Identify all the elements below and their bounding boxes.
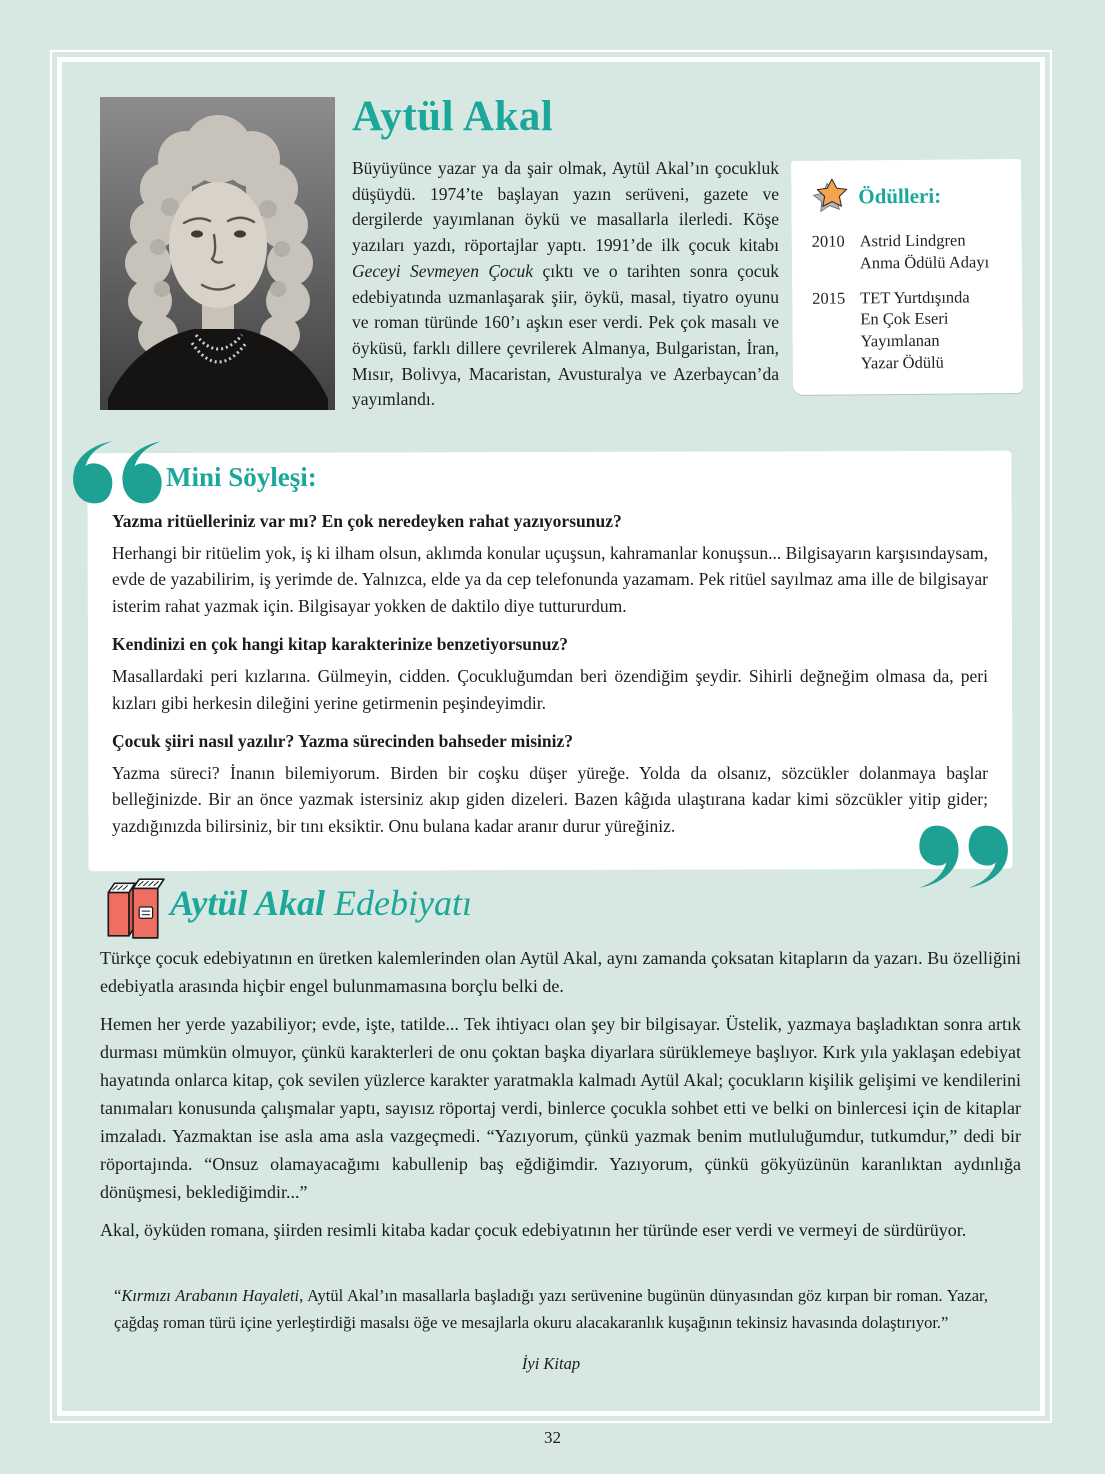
- award-item: [812, 286, 1007, 375]
- answer: Masallardaki peri kızlarına. Gülmeyin, cidden. Çocukluğumdan beri özendiğim şeydir. Sihirli değneğim olmasa da, peri kızları gibi herkesin dileğini yerine getirmenin peşindeyimdir.: [112, 665, 988, 713]
- section-title-rest: Edebiyatı: [325, 883, 472, 923]
- bio-book-title: Geceyi Sevmeyen Çocuk: [352, 260, 534, 281]
- review-text: [114, 1282, 988, 1336]
- page-number: 32: [544, 1428, 561, 1447]
- review-source: İyi Kitap: [521, 1354, 581, 1373]
- page-title: Aytül Akal: [352, 93, 554, 140]
- question: Kendinizi en çok hangi kitap karakterinize benzetiyorsunuz?: [112, 634, 568, 655]
- paragraph: Hemen her yerde yazabiliyor; evde, işte, tatilde... Tek ihtiyacı olan şey bir bilgisayar. Üstelik, yazmaya başladıktan sonra artık durması mümkün olmuyor, çünkü karakterleri de onu çoktan başka diyarlara sürüklemeye başlıyor. Kırk yıla yaklaşan edebiyat hayatında onlarca kitap, çok sevilen yüzlerce karakter yaratmakla kalmadı Aytül Akal; çocukların kişilik gelişimi ve kendilerini tanımaları konusunda çalışmalar yaptı, sayısız röportaj verdi, binlerce çocukla sohbet etti ve belki on binlercesi için de kitaplar imzaladı. Yazmaktan ise asla ama asla vazgeçmedi. “Yazıyorum, çünkü yazmak benim mutluluğumdur, tutkumdur,” dedi bir röportajında. “Onsuz olamayacağımı kabullenip baş eğdiğimdir. Yazıyorum, çünkü gökyüzünün karanlıktan aydınlığa dönüşmesi, beklediğimdir...”: [100, 1014, 1021, 1202]
- awards-card: [791, 159, 1023, 395]
- section-title-name: Aytül Akal: [170, 883, 326, 923]
- answer: Yazma süreci? İnanın bilemiyorum. Birden bir coşku düşer yüreğe. Yolda da olsanız, sözcükler dolanmaya başlar belleğinizde. Bir an önce yazmak istersiniz akıp giden dizeleri. Bazen kâğıda ulaştırana kadar kimi sözcükler yitip gider; yazdığınızda bilirsiniz, bir tını eksiktir. Onu bulana kadar aranır durur yüreğiniz.: [112, 762, 988, 836]
- award-text: Astrid Lindgren Anma Ödülü Adayı: [859, 230, 990, 273]
- interview-qa: [112, 508, 988, 840]
- interview-title: Mini Söyleşi:: [166, 462, 317, 492]
- awards-title: Ödülleri:: [858, 183, 942, 209]
- open-quote-icon: [70, 441, 164, 512]
- award-year: 2015: [812, 288, 846, 308]
- paragraph: Akal, öyküden romana, şiirden resimli kitaba kadar çocuk edebiyatının her türünde eser verdi ve vermeyi de sürdürüyor.: [100, 1220, 967, 1240]
- award-year: 2010: [811, 231, 845, 251]
- review-rest: , Aytül Akal’ın masallarla başladığı yazı serüvenine bugünün dünyasından göz kırpan bir roman. Yazar, çağdaş roman türü içine yerleştirdiği masalsı öğe ve mesajlarla okuru alacakaranlık kuşağının tekinsiz havasında dolaştırıyor.”: [114, 1286, 988, 1332]
- question: Yazma ritüelleriniz var mı? En çok neredeyken rahat yazıyorsunuz?: [112, 511, 622, 531]
- bio-text-2: çıktı ve o tarihten sonra çocuk edebiyatında uzmanlaşarak şiir, öykü, masal, tiyatro oyunu ve roman türünde 160’ı aşkın eser verdi. Pek çok masalı ve öyküsü, farklı dillere çevrilerek Almanya, Bulgaristan, İran, Mısır, Bolivya, Macaristan, Avusturalya ve Azerbaycan’da yayımlandı.: [352, 260, 779, 410]
- review-quote: [114, 1282, 988, 1377]
- award-item: [812, 229, 1006, 274]
- award-text: TET Yurtdışında En Çok Eseri Yayımlanan Yazar Ödülü: [860, 286, 970, 373]
- literature-body: [100, 944, 1021, 1254]
- section-title-literature: [170, 882, 472, 924]
- close-quote-icon: [917, 822, 1011, 893]
- question: Çocuk şiiri nasıl yazılır? Yazma sürecinden bahseder misiniz?: [112, 731, 574, 752]
- review-lead-quote: “: [114, 1286, 122, 1305]
- star-icon: [811, 177, 849, 218]
- author-photo: [100, 97, 335, 410]
- author-bio: [352, 156, 779, 413]
- books-icon: [98, 874, 166, 947]
- answer: Herhangi bir ritüelim yok, iş ki ilham olsun, aklımda konular uçuşsun, kahramanlar konuşsun... Bilgisayarın karşısındaysam, evde de yazabilirim, iş yerimde de. Yalnızca, elde ya da cep telefonunda yazamam. Pek ritüel sayılmaz ama ille de bilgisayar isterim rahat yazmak için. Bilgisayar yokken de daktilo diye tuttururdum.: [112, 542, 988, 616]
- awards-header: [811, 175, 1005, 218]
- paragraph: Türkçe çocuk edebiyatının en üretken kalemlerinden olan Aytül Akal, aynı zamanda çoksatan kitapların da yazarı. Bu özelliğini edebiyatla arasında hiçbir engel bulunmamasına borçlu belki de.: [100, 948, 1021, 996]
- review-book-title: Kırmızı Arabanın Hayaleti: [121, 1286, 300, 1305]
- bio-text-1: Büyüyünce yazar ya da şair olmak, Aytül Akal’ın çocukluk düşüydü. 1974’te başlayan yazın serüveni, gazete ve dergilerde yayımlanan öykü ve masallarla ilerledi. Köşe yazıları yazdı, röportajlar yaptı. 1991’de ilk çocuk kitabı: [352, 158, 779, 256]
